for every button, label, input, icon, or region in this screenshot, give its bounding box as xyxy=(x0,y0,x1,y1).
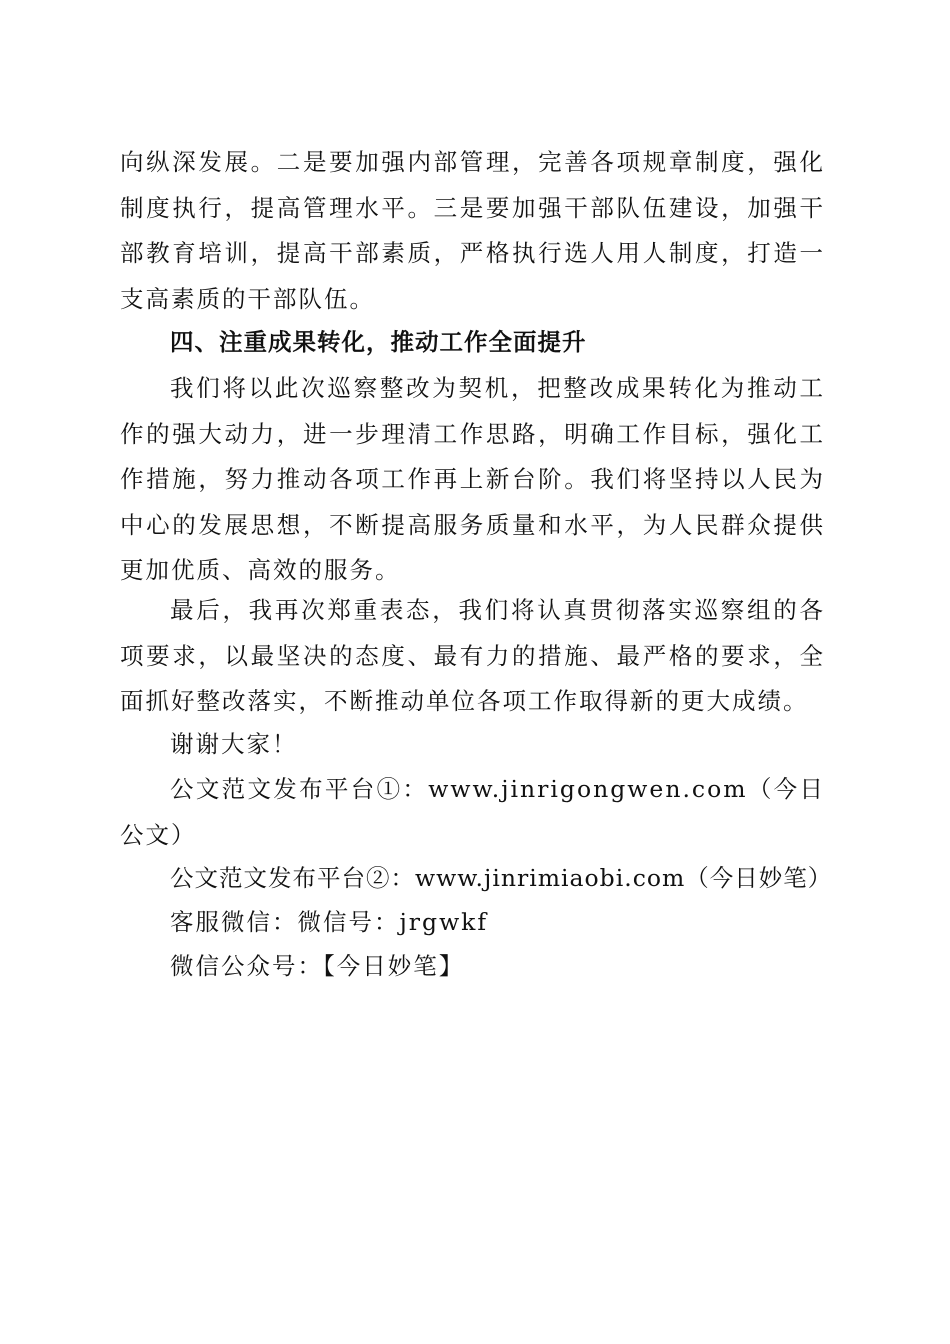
wechat-official-line: 微信公众号：【今日妙笔】 xyxy=(170,952,465,980)
paragraph-closing: 最后，我再次郑重表态，我们将认真贯彻落实巡察组的各项要求，以最坚决的态度、最有力的措施、最严格的要求，全面抓好整改落实，不断推动单位各项工作取得新的更大成绩。 xyxy=(120,596,825,715)
platform-2-line: 公文范文发布平台②：www.jinrimiaobi.com（今日妙笔） xyxy=(170,864,833,892)
wechat-service-line: 客服微信：微信号：jrgwkf xyxy=(170,908,489,936)
paragraph-continuation: 向纵深发展。二是要加强内部管理，完善各项规章制度，强化制度执行，提高管理水平。三是要加强干部队伍建设，加强干部教育培训，提高干部素质，严格执行选人用人制度，打造一支高素质的干部队伍。 xyxy=(120,148,825,313)
paragraph-results: 我们将以此次巡察整改为契机，把整改成果转化为推动工作的强大动力，进一步理清工作思路，明确工作目标，强化工作措施，努力推动各项工作再上新台阶。我们将坚持以人民为中心的发展思想，不断提高服务质量和水平，为人民群众提供更加优质、高效的服务。 xyxy=(120,374,825,584)
platform-1-line: 公文范文发布平台①：www.jinrigongwen.com（今日公文） xyxy=(120,775,825,849)
thanks-line: 谢谢大家！ xyxy=(170,730,298,758)
section-heading: 四、注重成果转化，推动工作全面提升 xyxy=(170,328,587,356)
